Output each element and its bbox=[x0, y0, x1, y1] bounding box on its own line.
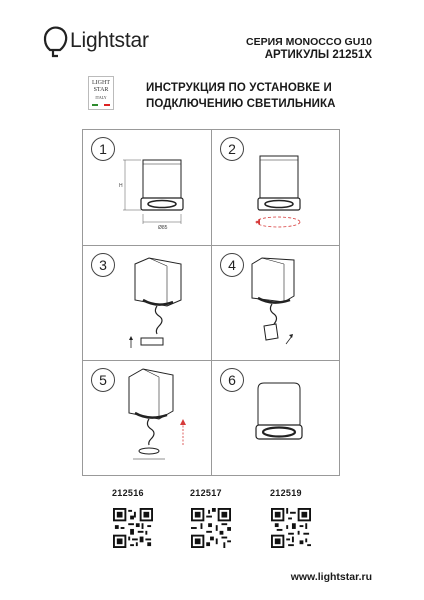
badge-line-2: STAR bbox=[93, 87, 109, 93]
badge-line-1: LIGHT bbox=[92, 80, 110, 86]
step-2-panel bbox=[212, 130, 341, 246]
lightstar-italy-badge bbox=[88, 76, 114, 110]
qr-code-icon[interactable] bbox=[271, 508, 311, 548]
step-number: 6 bbox=[220, 368, 244, 392]
arrow-head-icon bbox=[180, 419, 186, 425]
rotation-arrow-icon bbox=[256, 217, 300, 227]
arrow-up-icon bbox=[129, 336, 133, 340]
arrow-head-icon bbox=[256, 219, 260, 225]
step-number: 3 bbox=[91, 253, 115, 277]
width-dimension-label: Ø85 bbox=[158, 225, 168, 231]
article-number: 212517 bbox=[190, 488, 222, 498]
title-line-1: ИНСТРУКЦИЯ ПО УСТАНОВКЕ И bbox=[146, 82, 332, 94]
brand-name: Lightstar bbox=[70, 29, 149, 52]
website-link[interactable]: www.lightstar.ru bbox=[290, 571, 372, 583]
article-number: 212519 bbox=[270, 488, 302, 498]
step-1-panel bbox=[83, 130, 212, 246]
qr-code-icon[interactable] bbox=[191, 508, 231, 548]
articles-line: АРТИКУЛЫ 21251X bbox=[264, 49, 372, 61]
step-4-panel bbox=[212, 246, 341, 362]
lightbulb-icon bbox=[42, 24, 70, 64]
step-5-panel bbox=[83, 361, 212, 477]
article-number: 212516 bbox=[112, 488, 144, 498]
height-dimension-label: H bbox=[119, 183, 123, 189]
step-6-panel bbox=[212, 361, 341, 477]
italian-flag-icon bbox=[92, 104, 110, 106]
series-line: СЕРИЯ MONOCCO GU10 bbox=[246, 36, 372, 48]
series-block bbox=[246, 36, 372, 62]
step-number: 4 bbox=[220, 253, 244, 277]
step-3-panel bbox=[83, 246, 212, 362]
brand-logo bbox=[42, 24, 182, 64]
step-number: 2 bbox=[220, 137, 244, 161]
title-line-2: ПОДКЛЮЧЕНИЮ СВЕТИЛЬНИКА bbox=[146, 98, 336, 110]
step-number: 5 bbox=[91, 368, 115, 392]
qr-code-icon[interactable] bbox=[113, 508, 153, 548]
step-number: 1 bbox=[91, 137, 115, 161]
badge-line-3: ITALY bbox=[95, 95, 107, 100]
instruction-grid bbox=[82, 129, 340, 476]
page-title bbox=[146, 80, 336, 112]
